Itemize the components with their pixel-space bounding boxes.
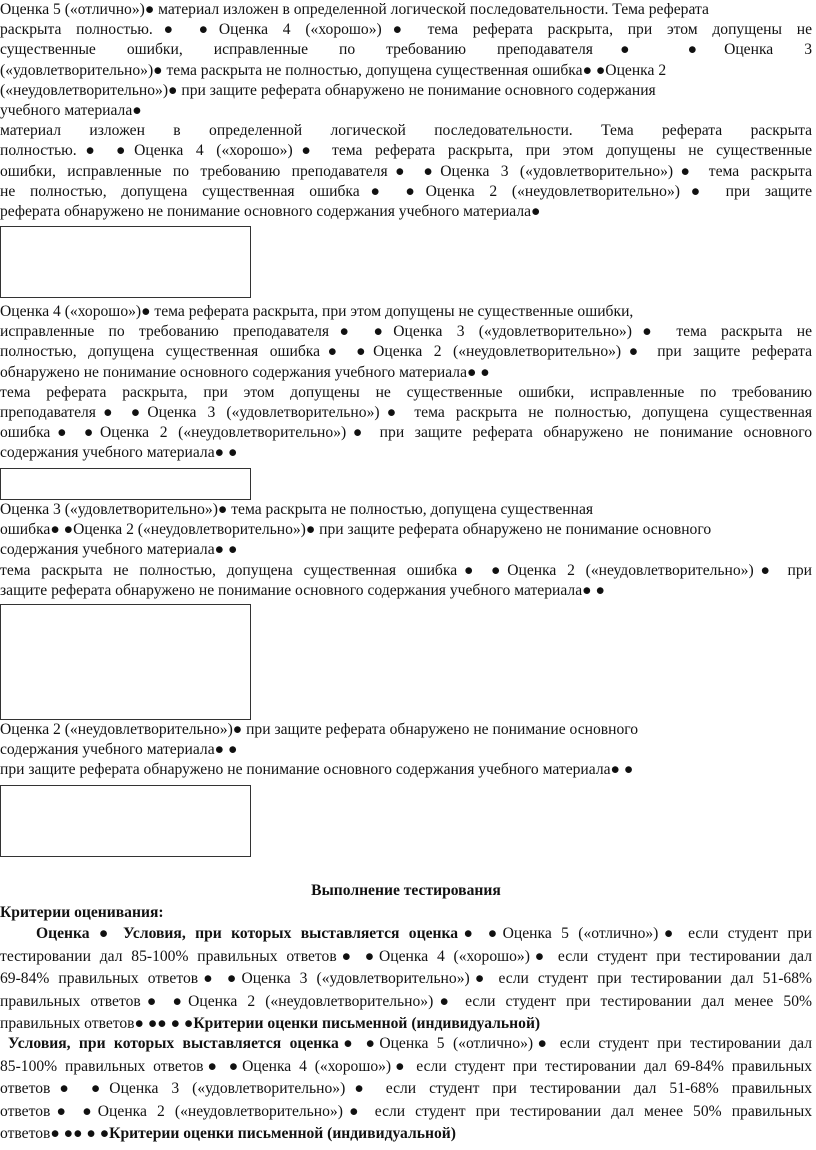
text-run: правильных ответов● ●● ● ●: [0, 1015, 194, 1033]
bold-run: Критерии оценки письменной (индивидуальной): [193, 1015, 541, 1033]
criteria-heading: Критерии оценивания:: [0, 904, 164, 921]
criteria-line: [0, 992, 812, 1013]
empty-answer-box: [0, 468, 251, 500]
text-line: защите реферата обнаружено не понимание основного содержания учебного материала● ●: [0, 581, 605, 599]
empty-answer-box: [0, 226, 251, 298]
text-line: реферата обнаружено не понимание основного содержания учебного материала●: [0, 203, 541, 220]
text-run: ответов● ●Оценка 3 («удовлетворительно»)● если студент при тестировании дал 51-68% правильных: [0, 1080, 812, 1098]
criteria-line: [0, 1124, 812, 1145]
text-line: не полностью, допущена существенная ошибка● ●Оценка 2 («неудовлетворительно»)● при защите: [0, 182, 812, 200]
criteria-line: [0, 1014, 812, 1035]
text-line: содержания учебного материала● ●: [0, 444, 238, 462]
text-line: преподавателя● ●Оценка 3 («удовлетворительно»)● тема раскрыта не полностью, допущена существенная: [0, 404, 812, 421]
bold-run: Критерии оценки письменной (индивидуальной): [109, 1125, 456, 1143]
text-run: 69-84% правильных ответов● ●Оценка 3 («удовлетворительно»)● если студент при тестировании дал 51-68%: [0, 970, 812, 988]
criteria-line: [0, 1057, 812, 1078]
criteria-line: [0, 1079, 812, 1100]
criteria-line: [0, 969, 812, 990]
text-run: тестировании дал 85-100% правильных ответов● ●Оценка 4 («хорошо»)● если студент при тестировании дал: [0, 947, 812, 965]
text-line: исправленные по требованию преподавателя● ●Оценка 3 («удовлетворительно»)● тема раскрыта не: [0, 323, 812, 341]
text-line: ошибка● ●Оценка 2 («неудовлетворительно»)● при защите реферата обнаружено не понимание основного: [0, 521, 712, 539]
text-line: ошибка● ●Оценка 2 («неудовлетворительно»)● при защите реферата обнаружено не понимание основного: [0, 424, 812, 442]
bold-run: Условия, при которых выставляется оценка● ●: [8, 1035, 380, 1052]
section-title: Выполнение тестирования: [311, 882, 501, 899]
text-line: существенные ошибки, исправленные по требованию преподавателя● ●Оценка 3: [0, 41, 812, 59]
text-line: Оценка 3 («удовлетворительно»)● тема раскрыта не полностью, допущена существенная: [0, 501, 594, 518]
text-line: Оценка 5 («отлично»)● материал изложен в определенной логической последовательности. Тема реферата: [0, 1, 709, 18]
text-run: Оценка 5 («отлично»)● если студент при: [502, 925, 812, 942]
text-line: раскрыта полностью.● ●Оценка 4 («хорошо»)● тема реферата раскрыта, при этом допущены не: [0, 21, 812, 39]
bold-run: Оценка ● Условия, при которых выставляется оценка● ●: [36, 925, 503, 942]
text-run: правильных ответов● ●Оценка 2 («неудовлетворительно»)● если студент при тестировании дал менее 50%: [0, 992, 812, 1010]
criteria-line: [0, 1034, 812, 1055]
text-line: («удовлетворительно»)● тема раскрыта не полностью, допущена существенная ошибка● ●Оценка 2: [0, 61, 667, 79]
text-line: Оценка 4 («хорошо»)● тема реферата раскрыта, при этом допущены не существенные ошибки,: [0, 303, 634, 320]
criteria-line: [0, 947, 812, 968]
text-run: Оценка 5 («отлично»)● если студент при тестировании дал: [379, 1035, 812, 1052]
text-line: полностью.● ●Оценка 4 («хорошо»)● тема реферата раскрыта, при этом допущены не существенные: [0, 142, 812, 160]
empty-answer-box: [0, 785, 251, 857]
text-line: материал изложен в определенной логической последовательности. Тема реферата раскрыта: [0, 122, 812, 140]
text-line: содержания учебного материала● ●: [0, 741, 238, 759]
text-run: 85-100% правильных ответов● ●Оценка 4 («хорошо»)● если студент при тестировании дал 69-84% правильных: [0, 1057, 812, 1075]
criteria-line: [0, 924, 812, 945]
text-line: при защите реферата обнаружено не понимание основного содержания учебного материала● ●: [0, 761, 634, 779]
criteria-line: [0, 1102, 812, 1123]
text-line: полностью, допущена существенная ошибка● ●Оценка 2 («неудовлетворительно»)● при защите реферата: [0, 343, 812, 361]
text-line: Оценка 2 («неудовлетворительно»)● при защите реферата обнаружено не понимание основного: [0, 721, 639, 738]
text-run: ответов● ●Оценка 2 («неудовлетворительно»)● если студент при тестировании дал менее 50% правильных: [0, 1102, 812, 1120]
text-line: обнаружено не понимание основного содержания учебного материала● ●: [0, 363, 490, 381]
text-line: («неудовлетворительно»)● при защите реферата обнаружено не понимание основного содержания: [0, 81, 656, 99]
text-line: содержания учебного материала● ●: [0, 541, 238, 559]
text-line: тема реферата раскрыта, при этом допущены не существенные ошибки, исправленные по требованию: [0, 383, 812, 401]
text-line: учебного материала●: [0, 102, 142, 119]
text-line: тема раскрыта не полностью, допущена существенная ошибка● ●Оценка 2 («неудовлетворительно»)● при: [0, 561, 812, 579]
text-line: ошибки, исправленные по требованию преподавателя● ●Оценка 3 («удовлетворительно»)● тема раскрыта: [0, 162, 812, 180]
text-run: ответов● ●● ● ●: [0, 1125, 110, 1143]
empty-answer-box: [0, 604, 251, 720]
